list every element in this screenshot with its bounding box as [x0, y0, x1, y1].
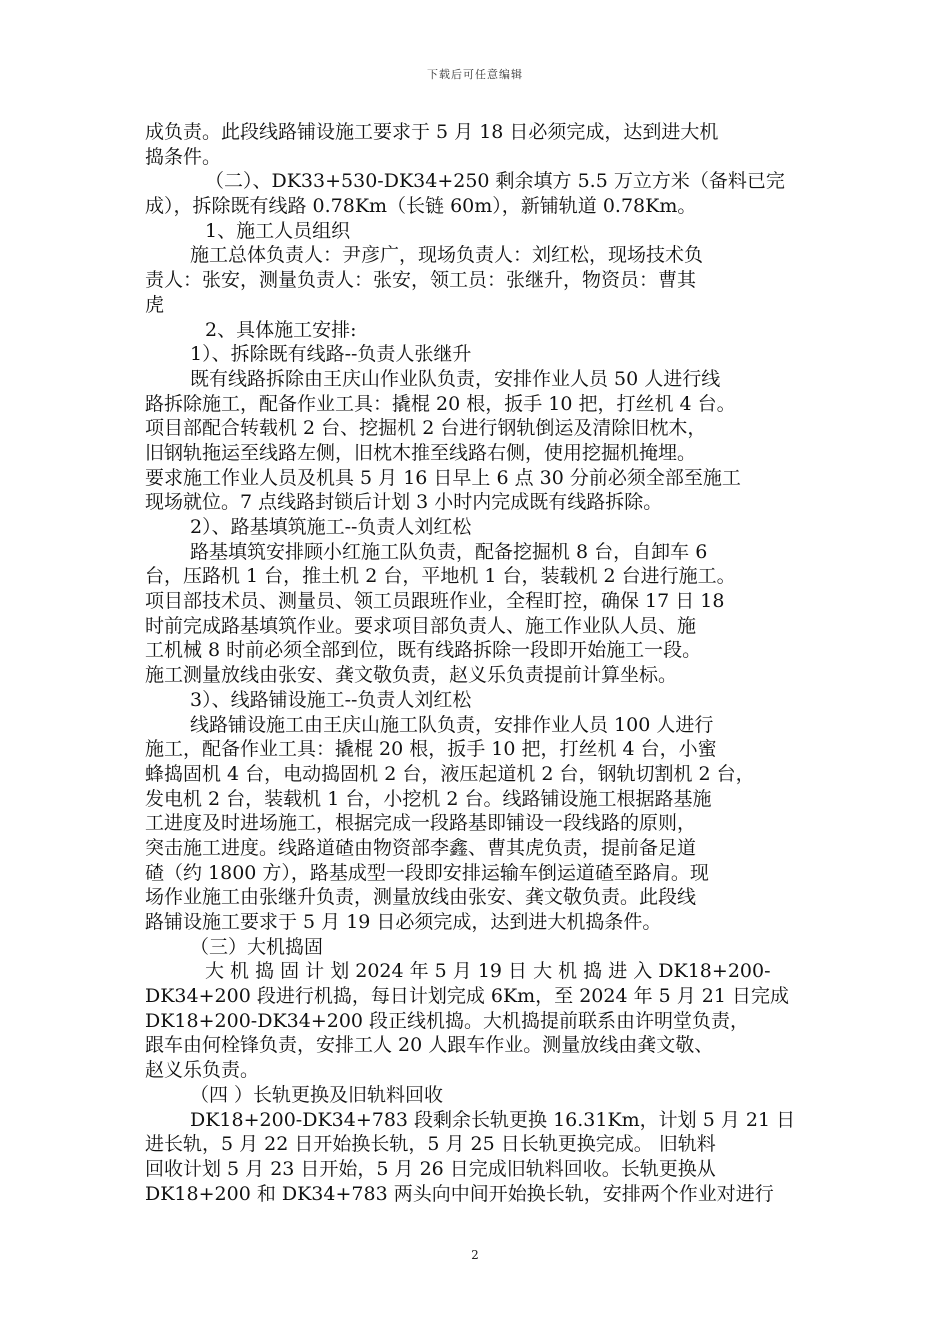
text-line: 碴（约 1800 方），路基成型一段即安排运输车倒运道碴至路肩。现	[145, 861, 709, 884]
text-line: 项目部技术员、测量员、领工员跟班作业，全程盯控，确保 17 日 18	[145, 590, 725, 613]
text-line: 回收计划 5 月 23 日开始，5 月 26 日完成旧轨料回收。长轨更换从	[145, 1157, 716, 1180]
item-heading-3: 3）、线路铺设施工--负责人刘红松	[190, 688, 472, 711]
text-line: 蜂捣固机 4 台，电动捣固机 2 台，液压起道机 2 台，钢轨切割机 2 台，	[145, 762, 755, 785]
header-note: 下载后可任意编辑	[427, 68, 523, 81]
text-line: 工进度及时进场施工，根据完成一段路基即铺设一段线路的原则，	[145, 812, 697, 835]
text-line: 场作业施工由张继升负责，测量放线由张安、龚文敬负责。此段线	[145, 886, 697, 909]
section-heading-2: （二）、DK33+530-DK34+250 剩余填方 5.5 万立方米（备料已完	[205, 170, 785, 193]
text-line: 突击施工进度。线路道碴由物资部李鑫、曹其虎负责，提前备足道	[145, 836, 697, 859]
page-number: 2	[471, 1248, 479, 1262]
text-line: 赵义乐负责。	[145, 1059, 260, 1082]
text-line: 既有线路拆除由王庆山作业队负责，安排作业人员 50 人进行线	[190, 367, 721, 390]
text-line: DK18+200 和 DK34+783 两头向中间开始换长轨，安排两个作业对进行	[145, 1182, 774, 1205]
text-line: 现场就位。7 点线路封锁后计划 3 小时内完成既有线路拆除。	[145, 491, 663, 514]
text-line: 成），拆除既有线路 0.78Km（长链 60m），新铺轨道 0.78Km。	[145, 195, 697, 218]
section-heading-4: （四 ）长轨更换及旧轨料回收	[190, 1083, 444, 1106]
text-line: 时前完成路基填筑作业。要求项目部负责人、施工作业队人员、施	[145, 614, 697, 637]
text-line: 要求施工作业人员及机具 5 月 16 日早上 6 点 30 分前必须全部至施工	[145, 466, 741, 489]
text-line: 路基填筑安排顾小红施工队负责，配备挖掘机 8 台，自卸车 6	[190, 540, 708, 563]
text-line: 发电机 2 台，装载机 1 台，小挖机 2 台。线路铺设施工根据路基施	[145, 787, 712, 810]
text-line: 工机械 8 时前必须全部到位，既有线路拆除一段即开始施工一段。	[145, 639, 702, 662]
text-line: 虎	[145, 293, 165, 316]
text-line: 台，压路机 1 台，推土机 2 台，平地机 1 台，装载机 2 台进行施工。	[145, 565, 736, 588]
text-line: 路拆除施工，配备作业工具：撬棍 20 根，扳手 10 把，打丝机 4 台。	[145, 392, 736, 415]
text-line: 路铺设施工要求于 5 月 19 日必须完成，达到进大机捣条件。	[145, 911, 662, 933]
subheading-arrangement: 2、具体施工安排:	[205, 318, 357, 341]
document-body	[145, 120, 810, 1206]
text-line: 线路铺设施工由王庆山施工队负责，安排作业人员 100 人进行	[190, 713, 714, 736]
text-line: 施工测量放线由张安、龚文敬负责，赵义乐负责提前计算坐标。	[145, 664, 678, 687]
text-line: 责人：张安，测量负责人：张安，领工员：张继升，物资员：曹其	[145, 269, 697, 292]
text-line: 跟车由何栓锋负责，安排工人 20 人跟车作业。测量放线由龚文敬、	[145, 1034, 714, 1057]
text-line: DK34+200 段进行机捣，每日计划完成 6Km，至 2024 年 5 月 21 日完成	[145, 985, 790, 1008]
text-line: 施工总体负责人：尹彦广，现场负责人：刘红松，现场技术负	[190, 244, 704, 267]
text-line: 进长轨，5 月 22 日开始换长轨，5 月 25 日长轨更换完成。 旧轨料	[145, 1133, 716, 1156]
text-line: 施工，配备作业工具：撬棍 20 根，扳手 10 把，打丝机 4 台，小蜜	[145, 738, 717, 761]
text-line: 旧钢轨拖运至线路左侧，旧枕木推至线路右侧，使用挖掘机掩埋。	[145, 441, 697, 464]
section-heading-3: （三）大机捣固	[190, 935, 324, 958]
text-line: 成负责。此段线路铺设施工要求于 5 月 18 日必须完成，达到进大机	[145, 121, 719, 143]
text-line: DK18+200-DK34+200 段正线机捣。大机捣提前联系由许明堂负责，	[145, 1009, 750, 1032]
text-line: 项目部配合转载机 2 台、挖掘机 2 台进行钢轨倒运及清除旧枕木，	[145, 417, 707, 440]
subheading-personnel: 1、施工人员组织	[205, 219, 351, 242]
text-line: 捣条件。	[145, 145, 222, 168]
item-heading-2: 2）、路基填筑施工--负责人刘红松	[190, 516, 472, 538]
item-heading-1: 1）、拆除既有线路--负责人张继升	[190, 343, 472, 366]
text-line: DK18+200-DK34+783 段剩余长轨更换 16.31Km，计划 5 月 21 日	[190, 1108, 796, 1131]
text-line: 大 机 捣 固 计 划 2024 年 5 月 19 日 大 机 捣 进 入 DK18+200-	[205, 960, 771, 983]
